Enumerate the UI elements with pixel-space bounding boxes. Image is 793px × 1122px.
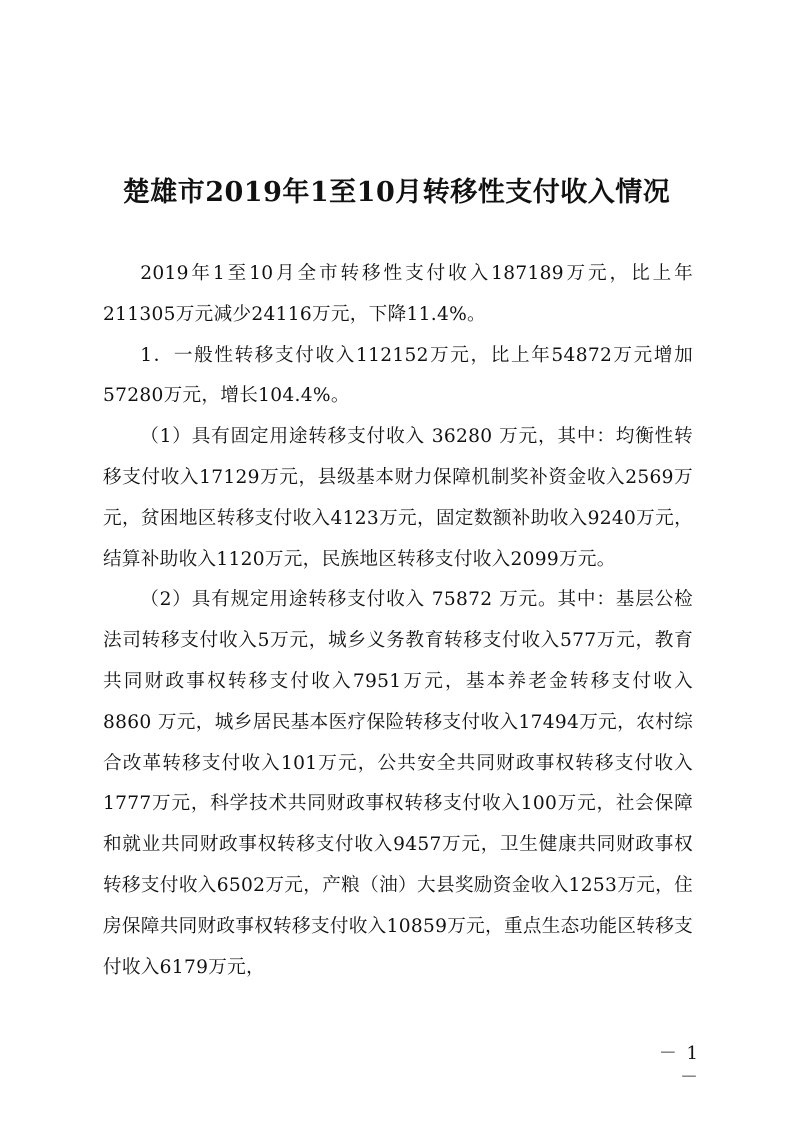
paragraph-summary: 2019年1至10月全市转移性支付收入187189万元，比上年211305万元减少24116万元，下降11.4%。 (103, 263, 693, 325)
paragraph-fixed-purpose-transfer: （1）具有固定用途转移支付收入 36280 万元，其中：均衡性转移支付收入17129万元，县级基本财力保障机制奖补资金收入2569万元，贫困地区转移支付收入4123万元，固定数额补助收入9240万元，结算补助收入1120万元，民族地区转移支付收入2099万元。 (103, 426, 693, 570)
paragraph-specified-purpose-transfer: （2）具有规定用途转移支付收入 75872 万元。其中：基层公检法司转移支付收入5万元，城乡义务教育转移支付收入577万元，教育共同财政事权转移支付收入7951万元，基本养老金转移支付收入 8860 万元，城乡居民基本医疗保险转移支付收入17494万元，农村综合改革转移支付收入101万元，公共安全共同财政事权转移支付收入1777万元，科学技术共同财政事权转移支付收入100万元，社会保障和就业共同财政事权转移支付收入9457万元，卫生健康共同财政事权转移支付收入6502万元，产粮（油）大县奖励资金收入1253万元，住房保障共同财政事权转移支付收入10859万元，重点生态功能区转移支付收入6179万元， (103, 589, 693, 978)
page-number: － 1 － (658, 1043, 700, 1088)
document-title: 楚雄市2019年1至10月转移性支付收入情况 (122, 177, 671, 209)
document-body (103, 254, 693, 988)
paragraph-general-transfer: 1．一般性转移支付收入112152万元，比上年54872万元增加57280万元，增长104.4%。 (103, 344, 693, 407)
